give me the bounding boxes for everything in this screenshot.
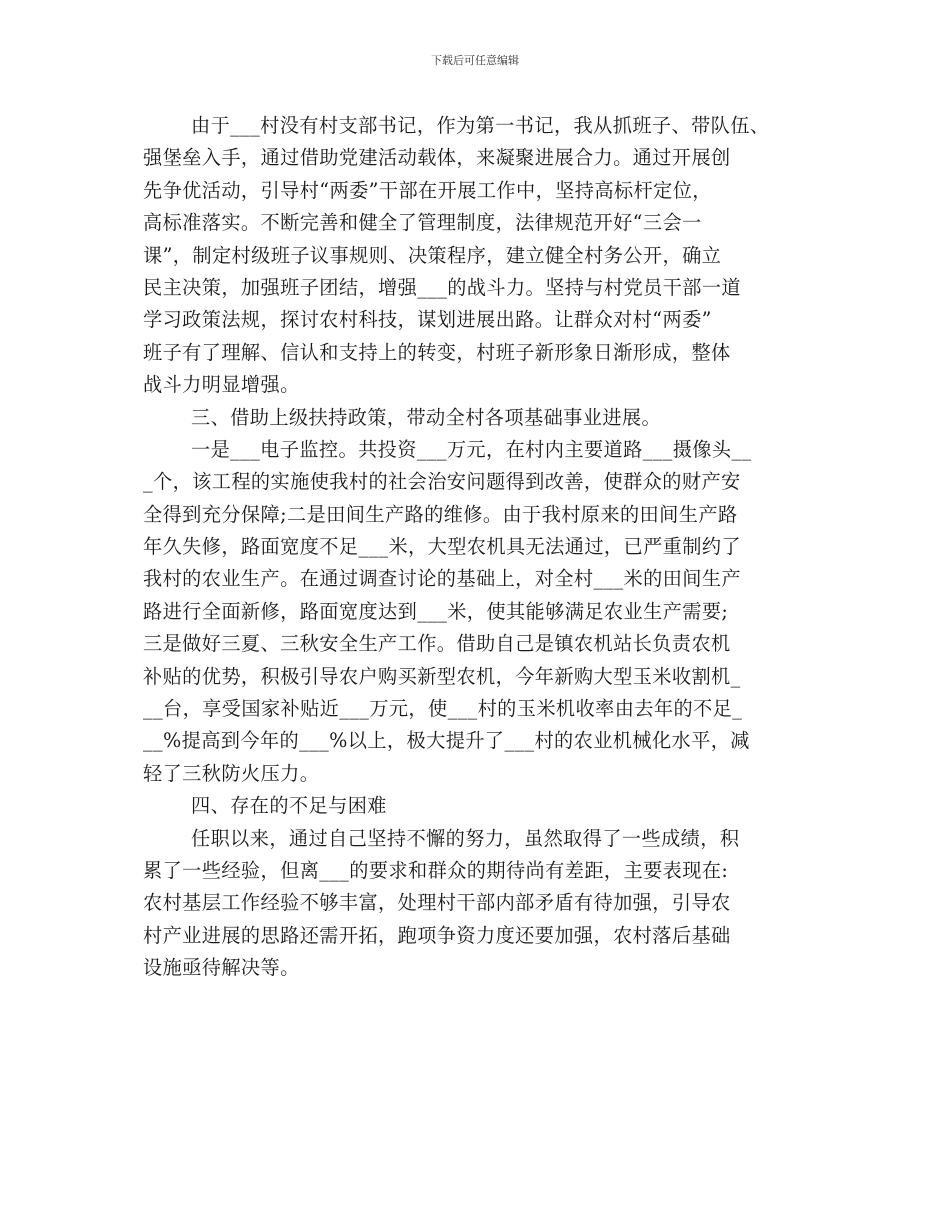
paragraph-line: __台，享受国家补贴近___万元，使___村的玉米机收率由去年的不足_ (143, 697, 743, 721)
paragraph-line: 补贴的优势，积极引导农户购买新型农机，今年新购大型玉米收割机_ (143, 664, 741, 688)
paragraph-line: __%提高到今年的___%以上，极大提升了___村的农业机械化水平，减 (143, 729, 750, 753)
document-body (143, 110, 813, 985)
paragraph-line: 全得到充分保障;二是田间生产路的维修。由于我村原来的田间生产路 (143, 502, 738, 526)
page-header: 下载后可任意编辑 (431, 54, 519, 67)
paragraph-line: 先争优活动，引导村“两委”干部在开展工作中，坚持高标杆定位， (143, 178, 712, 202)
paragraph-line: 战斗力明显增强。 (143, 373, 300, 397)
paragraph-line: 高标准落实。不断完善和健全了管理制度，法律规范开好“三会一 (143, 211, 702, 235)
paragraph-line: 农村基层工作经验不够丰富，处理村干部内部矛盾有待加强，引导农 (143, 891, 731, 915)
paragraph-line: _个，该工程的实施使我村的社会治安问题得到改善，使群众的财产安 (143, 470, 741, 494)
paragraph-line: 年久失修，路面宽度不足___米，大型农机具无法通过，已严重制约了 (143, 535, 742, 559)
paragraph-line: 一是___电子监控。共投资___万元，在村内主要道路___摄像头__ (191, 437, 752, 461)
paragraph-line: 学习政策法规，探讨农村科技，谋划进展出路。让群众对村“两委” (143, 308, 712, 332)
paragraph-line: 设施亟待解决等。 (143, 956, 300, 980)
paragraph-line: 班子有了理解、信认和支持上的转变，村班子新形象日渐形成，整体 (143, 340, 731, 364)
paragraph-line: 三是做好三夏、三秋安全生产工作。借助自己是镇农机站长负责农机 (143, 632, 731, 656)
paragraph-line: 轻了三秋防火压力。 (143, 761, 320, 785)
paragraph-line: 强堡垒入手，通过借助党建活动载体，来凝聚进展合力。通过开展创 (143, 146, 731, 170)
paragraph-line: 课”，制定村级班子议事规则、决策程序，建立健全村务公开，确立 (143, 243, 722, 267)
paragraph-line: 路进行全面新修，路面宽度达到___米，使其能够满足农业生产需要; (143, 599, 729, 623)
paragraph-line: 村产业进展的思路还需开拓，跑项争资力度还要加强，农村落后基础 (143, 923, 731, 947)
section-heading: 四、存在的不足与困难 (191, 794, 387, 818)
section-heading: 三、借助上级扶持政策，带动全村各项基础事业进展。 (191, 405, 662, 429)
paragraph-line: 由于___村没有村支部书记，作为第一书记，我从抓班子、带队伍、 (191, 114, 770, 137)
paragraph-line: 民主决策，加强班子团结，增强___的战斗力。坚持与村党员干部一道 (143, 275, 742, 299)
paragraph-line: 任职以来，通过自己坚持不懈的努力，虽然取得了一些成绩，积 (191, 826, 740, 850)
paragraph-line: 累了一些经验，但离___的要求和群众的期待尚有差距，主要表现在: (143, 858, 729, 882)
paragraph-line: 我村的农业生产。在通过调查讨论的基础上，对全村___米的田间生产 (143, 567, 742, 591)
